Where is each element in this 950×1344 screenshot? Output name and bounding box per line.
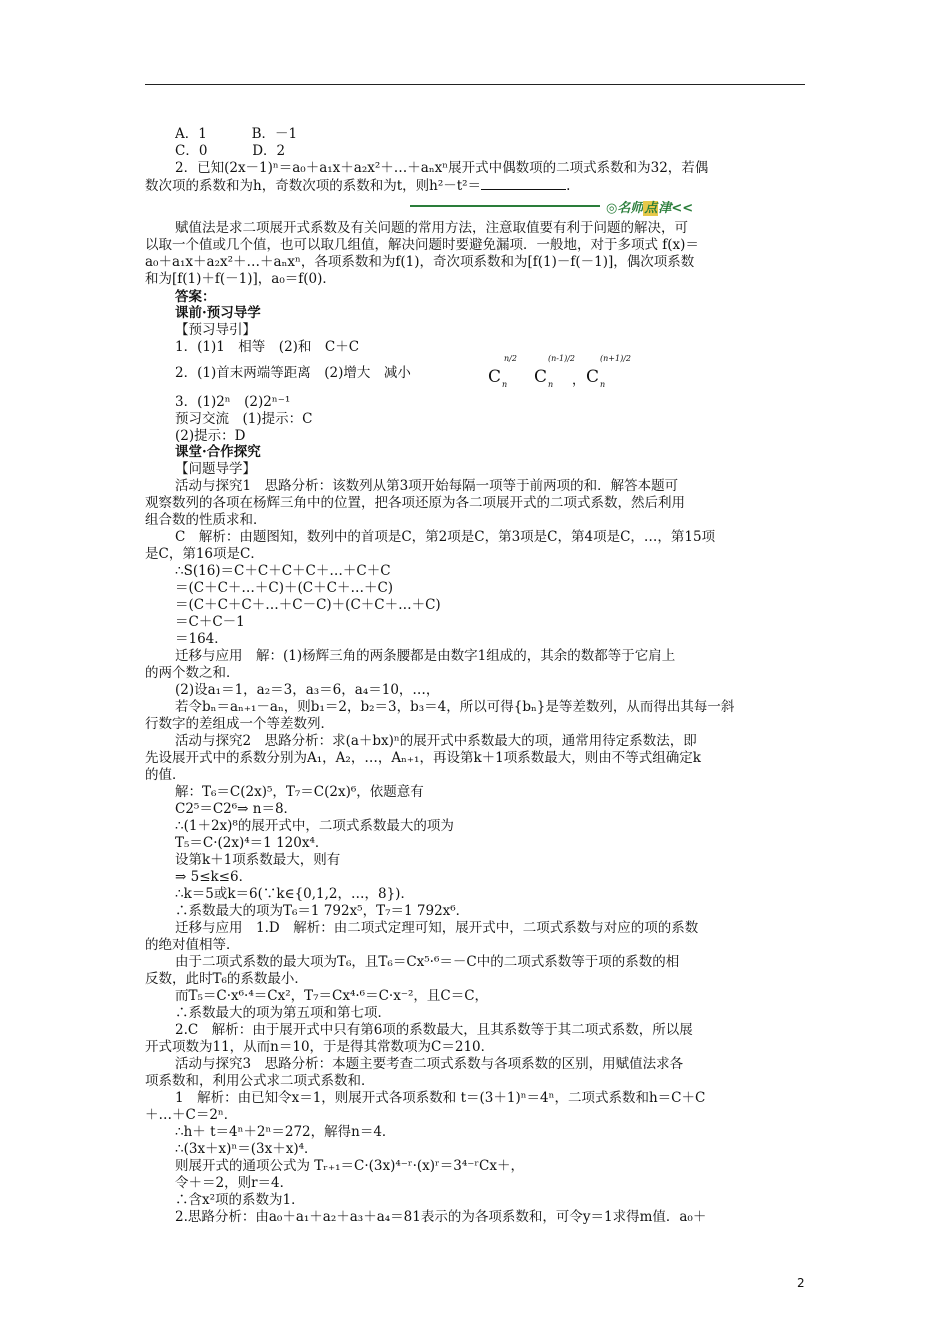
text-line: ∴S(16)＝C＋C＋C＋C＋…＋C＋C [175, 563, 391, 579]
text-line: ∴系数最大的项为第五项和第七项． [175, 1005, 391, 1021]
answer-heading: 答案： [175, 289, 216, 305]
tip-banner [410, 198, 810, 214]
text-line: 由于二项式系数的最大项为T₆，且T₆＝Cx⁵·⁶＝－C中的二项式系数等于项的系数的相 [175, 954, 680, 970]
subsection-heading: 【问题导学】 [175, 461, 256, 477]
text-line: 2．(1)首末两端等距离 (2)增大 减小 [175, 365, 411, 381]
banner-label: ◎名师点津<< [606, 201, 694, 216]
text-line: ∴(1＋2x)⁸的展开式中，二项式系数最大的项为 [175, 818, 454, 834]
text-line: 1．(1)1 相等 (2)和 C＋C [175, 339, 360, 355]
text-line: 解：T₆＝C(2x)⁵，T₇＝C(2x)⁶，依题意有 [175, 784, 424, 800]
text-line: 开式项数为11，从而n＝10，于是得其常数项为C＝210． [145, 1039, 495, 1055]
text-line: 以取一个值或几个值，也可以取几组值，解决问题时要避免漏项．一般地，对于多项式 f(x)＝ [145, 237, 699, 253]
text-line: C2⁵＝C2⁶⇒ n＝8． [175, 801, 298, 817]
combination-separator: ， [572, 373, 586, 388]
subsection-heading: 【预习导引】 [175, 322, 256, 338]
text-line: 2．已知(2x－1)ⁿ＝a₀＋a₁x＋a₂x²＋…＋aₙxⁿ展开式中偶数项的二项式系数和为32，若偶 [175, 160, 709, 176]
header-rule [145, 84, 805, 85]
text-line: 迁移与应用 解：(1)杨辉三角的两条腰都是由数字1组成的，其余的数都等于它肩上 [175, 648, 676, 664]
text-line: 1 解析：由已知令x＝1，则展开式各项系数和 t＝(3＋1)ⁿ＝4ⁿ，二项式系数和h＝C＋C [175, 1090, 706, 1106]
text-line: 预习交流 (1)提示：C [175, 411, 313, 427]
banner-line [410, 205, 600, 207]
text-line: 3．(1)2ⁿ (2)2ⁿ⁻¹ [175, 394, 291, 410]
text-line: (2)设a₁＝1，a₂＝3，a₃＝6，a₄＝10，…， [175, 682, 440, 698]
text-line: ＝(C＋C＋…＋C)＋(C＋C＋…＋C) [175, 580, 394, 596]
text-line: ＝164． [175, 631, 228, 647]
binomial-combinations [488, 354, 648, 390]
text-line: ∴h＋ t＝4ⁿ＋2ⁿ＝272，解得n＝4． [175, 1124, 396, 1140]
combination-symbol: C n/2 n [488, 354, 517, 389]
question-text: 数次项的系数和为h，奇数次项的系数和为t，则h²－t²＝ [145, 178, 482, 194]
text-line: ∴系数最大的项为T₆＝1 792x⁵，T₇＝1 792x⁶． [175, 903, 470, 919]
text-line: 的两个数之和． [145, 665, 240, 681]
section-heading: 课堂·合作探究 [175, 444, 261, 460]
text-line: ∴含x²项的系数为1． [175, 1192, 305, 1208]
text-line: 则展开式的通项公式为 Tᵣ₊₁＝C·(3x)⁴⁻ʳ·(x)ʳ＝3⁴⁻ʳCx＋， [175, 1158, 524, 1174]
section-heading: 课前·预习导学 [175, 305, 261, 321]
combination-symbol: C (n+1)/2 n [586, 354, 631, 389]
text-line: 活动与探究1 思路分析：该数列从第3项开始每隔一项等于前两项的和．解答本题可 [175, 478, 679, 494]
combination-symbol: C (n-1)/2 n [534, 354, 575, 389]
answer-blank [481, 177, 566, 190]
text-line: 而T₅＝C·x⁶·⁴＝Cx²，T₇＝Cx⁴·⁶＝C·x⁻²，且C＝C， [175, 988, 489, 1004]
text-line: 迁移与应用 1.D 解析：由二项式定理可知，展开式中，二项式系数与对应的项的系数 [175, 920, 699, 936]
text-line: 观察数列的各项在杨辉三角中的位置，把各项还原为各二项展开式的二项式系数，然后利用 [145, 495, 685, 511]
page-number: 2 [797, 1276, 805, 1290]
text-line: 是C，第16项是C． [145, 546, 264, 562]
text-line: 的值． [145, 767, 186, 783]
text-line: 组合数的性质求和． [145, 512, 267, 528]
text-line: (2)提示：D [175, 428, 246, 444]
text-line: T₅＝C·(2x)⁴＝1 120x⁴． [175, 835, 329, 851]
text-line: 若令bₙ＝aₙ₊₁－aₙ，则b₁＝2，b₂＝3，b₃＝4，所以可得{bₙ}是等差数列，从而得出其每一斜 [175, 699, 735, 715]
text-line: ＝C＋C－1 [175, 614, 245, 630]
text-line: 2.思路分析：由a₀＋a₁＋a₂＋a₃＋a₄＝81表示的为各项系数和，可令y＝1求得m值．a₀＋ [175, 1209, 707, 1225]
text-line: 2.C 解析：由于展开式中只有第6项的系数最大，且其系数等于其二项式系数，所以展 [175, 1022, 693, 1038]
text-line: ∴(3x＋x)ⁿ＝(3x＋x)⁴． [175, 1141, 318, 1157]
text-line: 活动与探究3 思路分析：本题主要考查二项式系数与各项系数的区别，用赋值法求各 [175, 1056, 684, 1072]
text-line: ⇒ 5≤k≤6． [175, 869, 253, 885]
text-line: C 解析：由题图知，数列中的首项是C，第2项是C，第3项是C，第4项是C，…，第15项 [175, 529, 716, 545]
text-line: ＋…＋C＝2ⁿ． [145, 1107, 238, 1123]
text-line: 令＋＝2，则r＝4． [175, 1175, 294, 1191]
text-line: 的绝对值相等． [145, 937, 240, 953]
text-line: 反数，此时T₆的系数最小． [145, 971, 308, 987]
text-line: 项系数和，利用公式求二项式系数和． [145, 1073, 375, 1089]
text-line: 活动与探究2 思路分析：求(a＋bx)ⁿ的展开式中系数最大的项，通常用待定系数法，即 [175, 733, 697, 749]
text-line: ＝(C＋C＋C＋…＋C－C)＋(C＋C＋…＋C) [175, 597, 441, 613]
text-line: 先设展开式中的系数分别为A₁，A₂，…，Aₙ₊₁，再设第k＋1项系数最大，则由不等式组确定k [145, 750, 701, 766]
text-line: 数次项的系数和为h，奇数次项的系数和为t，则h²－t²＝ . [145, 178, 571, 194]
text-line: a₀＋a₁x＋a₂x²＋…＋aₙxⁿ，各项系数和为f(1)，奇次项系数和为[f(1)－f(－1)]，偶次项系数 [145, 254, 695, 270]
text-line: 设第k＋1项系数最大，则有 [175, 852, 341, 868]
text-line: C．0 D．2 [175, 143, 286, 159]
text-line: ∴k＝5或k＝6(∵k∈{0,1,2，…，8})． [175, 886, 414, 902]
text-line: 行数字的差组成一个等差数列． [145, 716, 334, 732]
text-line: 和为[f(1)＋f(－1)]，a₀＝f(0)． [145, 271, 336, 287]
text-line: A．1 B．－1 [175, 126, 298, 142]
text-line: 赋值法是求二项展开式系数及有关问题的常用方法，注意取值要有利于问题的解决，可 [175, 220, 688, 236]
